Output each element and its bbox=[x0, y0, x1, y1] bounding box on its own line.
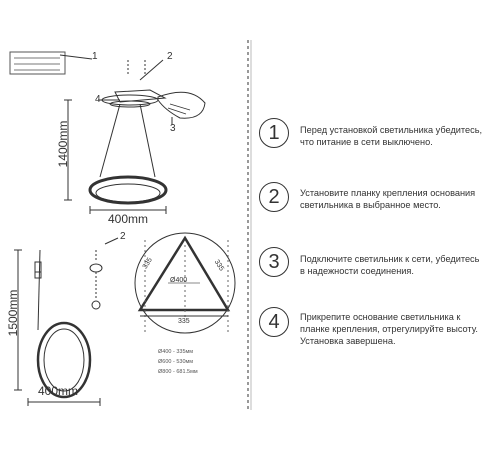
step-4-number: 4 bbox=[259, 307, 289, 337]
callout-3-label: 3 bbox=[170, 123, 176, 134]
triangle-bottom-label: 335 bbox=[178, 318, 190, 325]
triangle-right-label: 335 bbox=[212, 258, 225, 273]
size-note-2: Ø600 - 530мм bbox=[158, 359, 194, 365]
step-4-text: Прикрепите основание светильника к планке крепления, отрегулируйте высоту. Установка завершена. bbox=[300, 312, 478, 346]
connector-detail bbox=[158, 92, 205, 118]
triangle-left-label: 335 bbox=[141, 256, 154, 271]
cable-right bbox=[140, 104, 155, 177]
width-side-label: 400mm bbox=[38, 384, 79, 398]
ring-luminaire-top bbox=[90, 177, 166, 203]
mount-plate-detail bbox=[90, 264, 102, 272]
step-1-text: Перед установкой светильника убедитесь, что питание в сети выключено. bbox=[300, 125, 483, 147]
step-2-text: Установите планку крепления основания светильника в выбранное место. bbox=[300, 188, 476, 210]
cable-left bbox=[100, 104, 120, 177]
ring-diameter-label: Ø400 bbox=[170, 277, 188, 284]
step-3-number: 3 bbox=[259, 247, 289, 277]
ceiling-mount-sketch bbox=[10, 52, 65, 74]
size-note-3: Ø800 - 681.5мм bbox=[158, 369, 198, 375]
callout-leader-2b bbox=[105, 238, 118, 244]
callout-leader-2 bbox=[140, 60, 163, 80]
height-side-label: 1500mm bbox=[6, 289, 20, 337]
callout-1-label: 1 bbox=[92, 51, 98, 62]
callout-2-label: 2 bbox=[167, 51, 173, 62]
step-1-number: 1 bbox=[259, 118, 289, 148]
step-2-number: 2 bbox=[259, 182, 289, 212]
triangle-template bbox=[140, 238, 228, 310]
callout-2b-label: 2 bbox=[120, 231, 126, 242]
step-3-text: Подключите светильник к сети, убедитесь в надежности соединения. bbox=[300, 254, 480, 276]
callout-4-label: 4 bbox=[95, 94, 101, 105]
size-note-1: Ø400 - 335мм bbox=[158, 349, 194, 355]
height-top-label: 1400mm bbox=[56, 120, 70, 168]
width-top-label: 400mm bbox=[108, 212, 149, 226]
